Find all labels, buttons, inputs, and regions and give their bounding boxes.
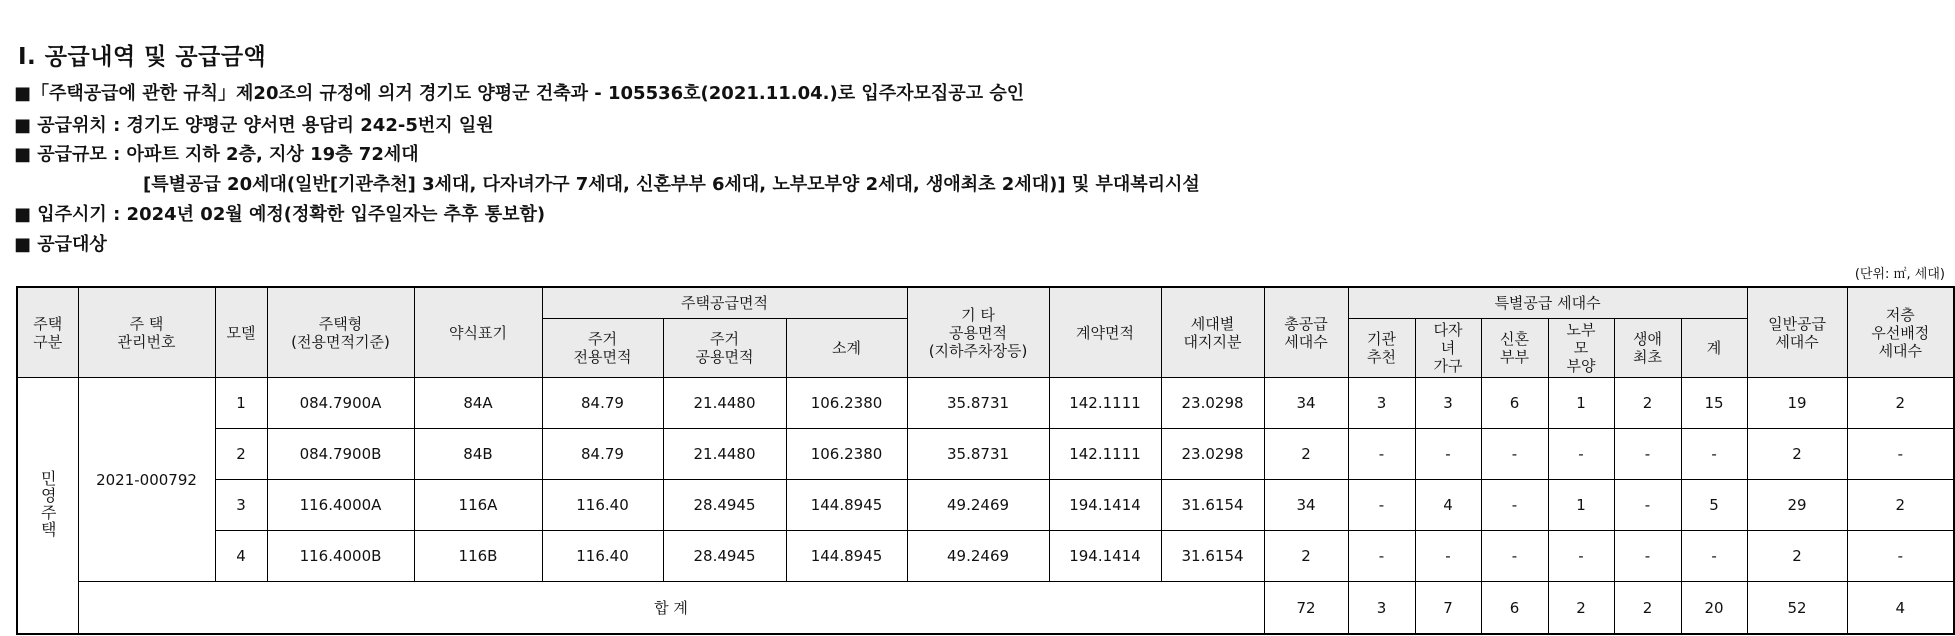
cell: 144.8945	[786, 480, 907, 531]
table-row	[17, 480, 1954, 531]
cell: 31.6154	[1161, 531, 1264, 582]
header-general-supply: 일반공급 세대수	[1747, 287, 1847, 378]
cell: 1	[215, 378, 267, 429]
cell: -	[1481, 480, 1548, 531]
cell: 21.4480	[663, 378, 786, 429]
cell: 3	[215, 480, 267, 531]
cell: -	[1348, 480, 1415, 531]
total-cell: 7	[1415, 582, 1481, 635]
header-sp-newlywed: 신혼 부부	[1481, 319, 1548, 378]
cell: 2	[1847, 480, 1954, 531]
cell: 31.6154	[1161, 480, 1264, 531]
total-cell: 3	[1348, 582, 1415, 635]
cell: -	[1847, 429, 1954, 480]
cell: 116.4000B	[267, 531, 414, 582]
cell: -	[1415, 531, 1481, 582]
header-exclusive-area: 주거 전용면적	[542, 319, 663, 378]
header-mgmt-no: 주 택 관리번호	[78, 287, 215, 378]
header-special-supply: 특별공급 세대수	[1348, 287, 1747, 319]
cell: 142.1111	[1049, 429, 1161, 480]
cell: 6	[1481, 378, 1548, 429]
cell: 084.7900A	[267, 378, 414, 429]
header-subtotal: 소계	[786, 319, 907, 378]
cell: 49.2469	[907, 531, 1049, 582]
header-low-floor: 저층 우선배정 세대수	[1847, 287, 1954, 378]
cell: 28.4945	[663, 480, 786, 531]
header-model: 모델	[215, 287, 267, 378]
table-row	[17, 531, 1954, 582]
table-row	[17, 378, 1954, 429]
header-supply-area: 주택공급면적	[542, 287, 907, 319]
cell: -	[1614, 429, 1681, 480]
cell: 19	[1747, 378, 1847, 429]
cell: -	[1614, 531, 1681, 582]
cell: 29	[1747, 480, 1847, 531]
header-abbr: 약식표기	[414, 287, 542, 378]
cell: 144.8945	[786, 531, 907, 582]
housing-type-cell	[17, 378, 78, 635]
location-line: ■ 공급위치 : 경기도 양평군 양서면 용담리 242-5번지 일원	[14, 115, 494, 136]
cell: 2	[1264, 531, 1348, 582]
cell: 106.2380	[786, 429, 907, 480]
cell: 34	[1264, 378, 1348, 429]
cell: 35.8731	[907, 378, 1049, 429]
cell: 84.79	[542, 429, 663, 480]
header-sp-multichild: 다자 녀 가구	[1415, 319, 1481, 378]
total-cell: 4	[1847, 582, 1954, 635]
cell: 2	[1747, 531, 1847, 582]
cell: 2	[1264, 429, 1348, 480]
cell: 15	[1681, 378, 1747, 429]
cell: 84A	[414, 378, 542, 429]
total-cell: 72	[1264, 582, 1348, 635]
header-sp-first-time: 생애 최초	[1614, 319, 1681, 378]
cell: 142.1111	[1049, 378, 1161, 429]
cell: 116.40	[542, 531, 663, 582]
special-supply-line: [특별공급 20세대(일반[기관추천] 3세대, 다자녀가구 7세대, 신혼부부 6세대, 노부모부양 2세대, 생애최초 2세대)] 및 부대복리시설	[143, 174, 1200, 195]
total-cell: 2	[1614, 582, 1681, 635]
total-cell: 52	[1747, 582, 1847, 635]
scale-line: ■ 공급규모 : 아파트 지하 2층, 지상 19층 72세대	[14, 144, 419, 165]
cell: 106.2380	[786, 378, 907, 429]
total-cell: 6	[1481, 582, 1548, 635]
unit-note: (단위: ㎡, 세대)	[1854, 267, 1945, 282]
cell: 2	[1847, 378, 1954, 429]
cell: 116.40	[542, 480, 663, 531]
cell: 1	[1548, 480, 1614, 531]
approval-line: ■「주택공급에 관한 규칙」제20조의 규정에 의거 경기도 양평군 건축과 - 105536호(2021.11.04.)로 입주자모집공고 승인	[14, 83, 1025, 104]
header-sp-sum: 계	[1681, 319, 1747, 378]
move-in-line: ■ 입주시기 : 2024년 02월 예정(정확한 입주일자는 추후 통보함)	[14, 204, 546, 225]
cell: -	[1348, 531, 1415, 582]
cell: 2	[215, 429, 267, 480]
cell: 23.0298	[1161, 378, 1264, 429]
cell: 84B	[414, 429, 542, 480]
cell: 194.1414	[1049, 480, 1161, 531]
cell: 116A	[414, 480, 542, 531]
cell: 23.0298	[1161, 429, 1264, 480]
table-row	[17, 429, 1954, 480]
total-row	[17, 582, 1954, 635]
cell: 2	[1614, 378, 1681, 429]
total-cell: 2	[1548, 582, 1614, 635]
cell: 116B	[414, 531, 542, 582]
header-housing-type: 주택 구분	[17, 287, 78, 378]
cell: -	[1548, 531, 1614, 582]
cell: -	[1481, 531, 1548, 582]
cell: 5	[1681, 480, 1747, 531]
cell: 084.7900B	[267, 429, 414, 480]
supply-target-line: ■ 공급대상	[14, 234, 107, 255]
header-contract-area: 계약면적	[1049, 287, 1161, 378]
header-sp-institution: 기관 추천	[1348, 319, 1415, 378]
cell: -	[1348, 429, 1415, 480]
cell: 49.2469	[907, 480, 1049, 531]
cell: 2	[1747, 429, 1847, 480]
header-land-share: 세대별 대지지분	[1161, 287, 1264, 378]
header-total-units: 총공급 세대수	[1264, 287, 1348, 378]
housing-type-label: 민영주택	[38, 469, 58, 538]
cell: -	[1481, 429, 1548, 480]
header-common-area: 주거 공용면적	[663, 319, 786, 378]
mgmt-no-cell: 2021-000792	[78, 378, 215, 582]
cell: 116.4000A	[267, 480, 414, 531]
section-title: Ⅰ. 공급내역 및 공급금액	[18, 44, 267, 70]
cell: 4	[1415, 480, 1481, 531]
cell: 35.8731	[907, 429, 1049, 480]
header-house-type: 주택형 (전용면적기준)	[267, 287, 414, 378]
cell: 194.1414	[1049, 531, 1161, 582]
cell: -	[1548, 429, 1614, 480]
cell: 34	[1264, 480, 1348, 531]
header-other-common: 기 타 공용면적 (지하주차장등)	[907, 287, 1049, 378]
cell: 28.4945	[663, 531, 786, 582]
cell: 3	[1348, 378, 1415, 429]
cell: 4	[215, 531, 267, 582]
cell: -	[1614, 480, 1681, 531]
cell: -	[1847, 531, 1954, 582]
cell: 1	[1548, 378, 1614, 429]
total-label: 합 계	[78, 582, 1264, 635]
total-cell: 20	[1681, 582, 1747, 635]
cell: 3	[1415, 378, 1481, 429]
supply-table	[16, 286, 1955, 635]
cell: -	[1681, 429, 1747, 480]
cell: 84.79	[542, 378, 663, 429]
cell: -	[1415, 429, 1481, 480]
cell: -	[1681, 531, 1747, 582]
cell: 21.4480	[663, 429, 786, 480]
header-sp-elderly: 노부 모 부양	[1548, 319, 1614, 378]
